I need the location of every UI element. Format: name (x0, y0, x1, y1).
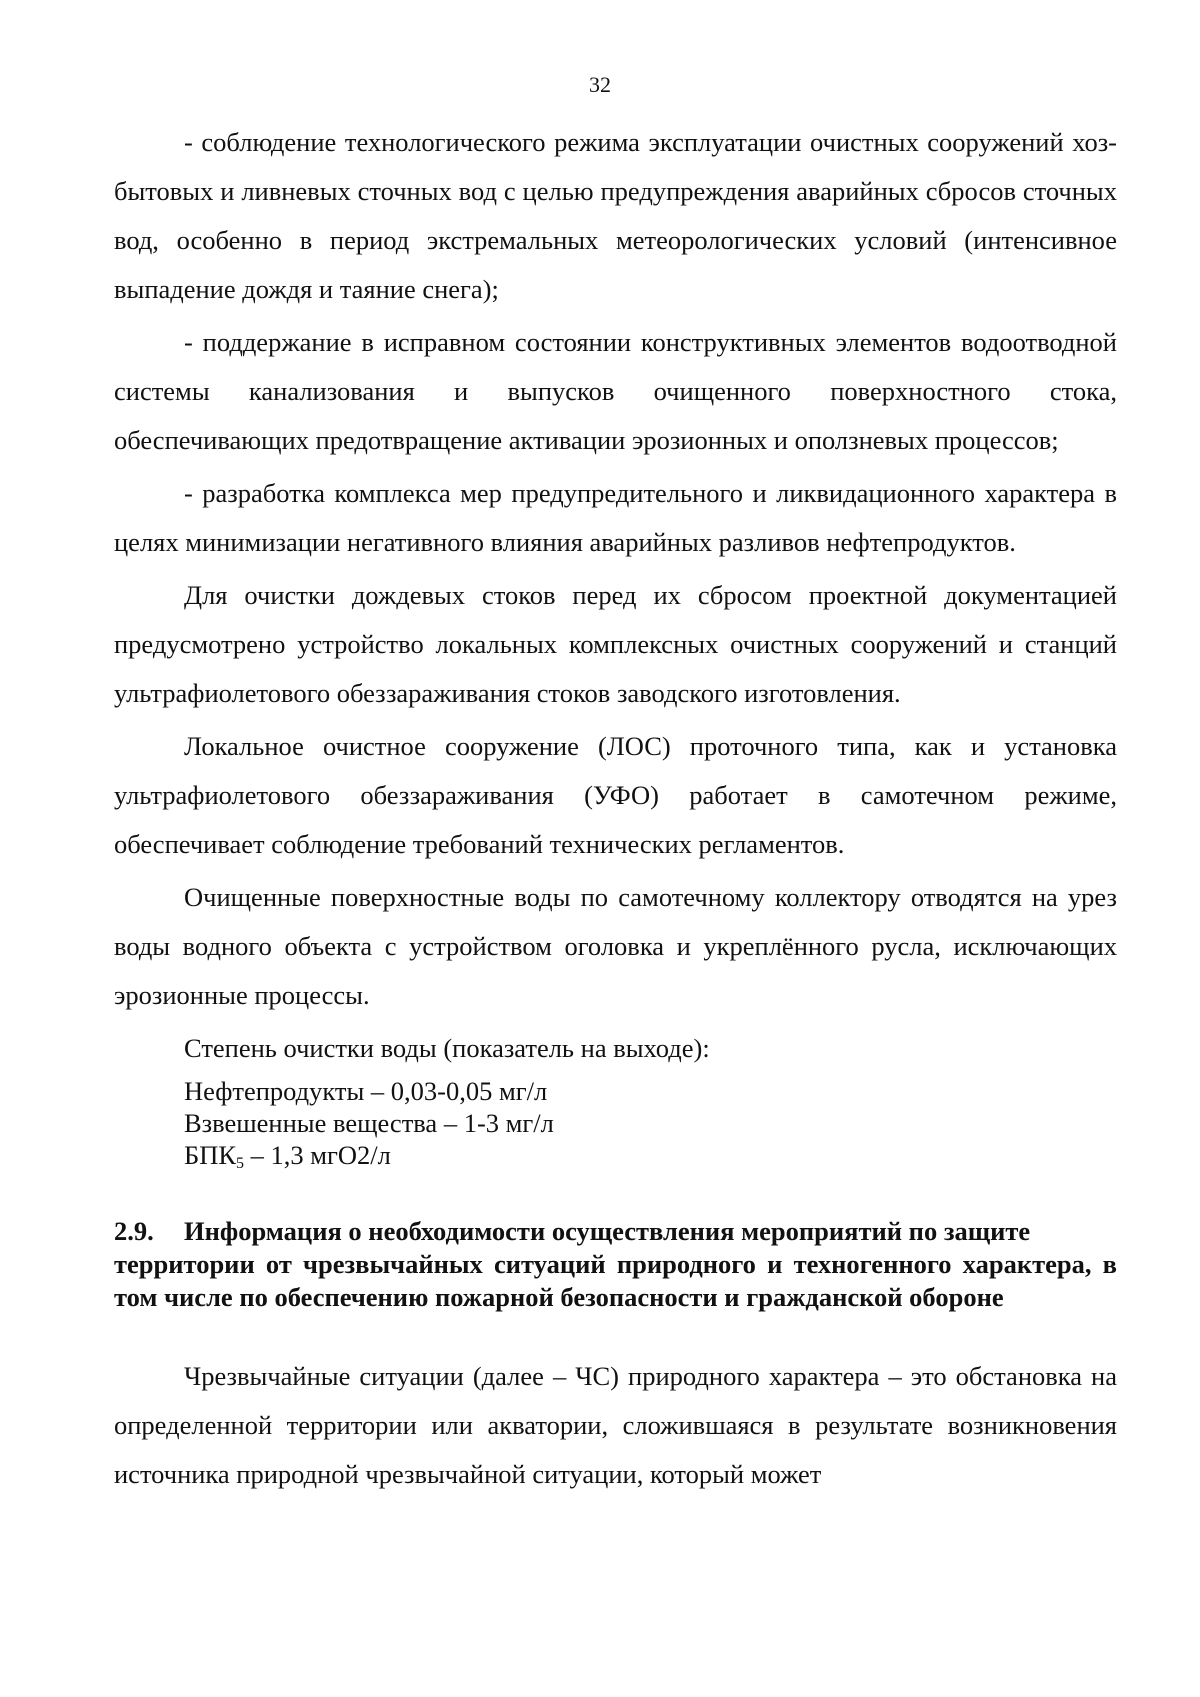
body-paragraph: Локальное очистное сооружение (ЛОС) проточного типа, как и установка ультрафиолетового обеззараживания (УФО) работает в самотечном режиме, обеспечивает соблюдение требований технических регламентов. (114, 731, 1117, 859)
purification-oil: Нефтепродукты – 0,03-0,05 мг/л (184, 1076, 548, 1106)
purification-intro: Степень очистки воды (показатель на выходе): (184, 1033, 710, 1063)
measure-item: - соблюдение технологического режима эксплуатации очистных сооружений хоз-бытовых и ливневых сточных вод с целью предупреждения аварийных сбросов сточных вод, особенно в период экстремальных метеорологических условий (интенсивное выпадение дождя и таяние снега); (114, 127, 1117, 304)
closing-paragraph: Чрезвычайные ситуации (далее – ЧС) природного характера – это обстановка на определенной территории или акватории, сложившаяся в результате возникновения источника природной чрезвычайной ситуации, который может (114, 1361, 1117, 1489)
purification-suspended: Взвешенные вещества – 1-3 мг/л (184, 1108, 554, 1138)
document-body (114, 118, 1117, 1503)
section-number: 2.9. (114, 1216, 154, 1246)
bod-subscript: 5 (236, 1155, 245, 1172)
body-paragraph: Для очистки дождевых стоков перед их сбросом проектной документацией предусмотрено устройство локальных комплексных очистных сооружений и станций ультрафиолетового обеззараживания стоков заводского изготовления. (114, 580, 1117, 708)
measure-item: - поддержание в исправном состоянии конструктивных элементов водоотводной системы канализования и выпусков очищенного поверхностного стока, обеспечивающих предотвращение активации эрозионных и оползневых процессов; (114, 327, 1117, 455)
bod-value: – 1,3 мгО2/л (244, 1140, 391, 1170)
section-title-rest: территории от чрезвычайных ситуаций природного и техногенного характера, в том числе по обеспечению пожарной безопасности и гражданской обороне (114, 1249, 1117, 1312)
purification-bod (184, 1139, 1117, 1171)
page-number: 32 (589, 72, 611, 97)
measure-item: - разработка комплекса мер предупредительного и ликвидационного характера в целях минимизации негативного влияния аварийных разливов нефтепродуктов. (114, 478, 1117, 557)
section-heading (114, 1215, 1117, 1248)
purification-list (114, 1075, 1117, 1171)
body-paragraph: Очищенные поверхностные воды по самотечному коллектору отводятся на урез воды водного объекта с устройством оголовка и укреплённого русла, исключающих эрозионные процессы. (114, 882, 1117, 1010)
bod-label: БПК (184, 1140, 237, 1170)
section-title-line: Информация о необходимости осуществления мероприятий по защите (184, 1216, 1031, 1246)
